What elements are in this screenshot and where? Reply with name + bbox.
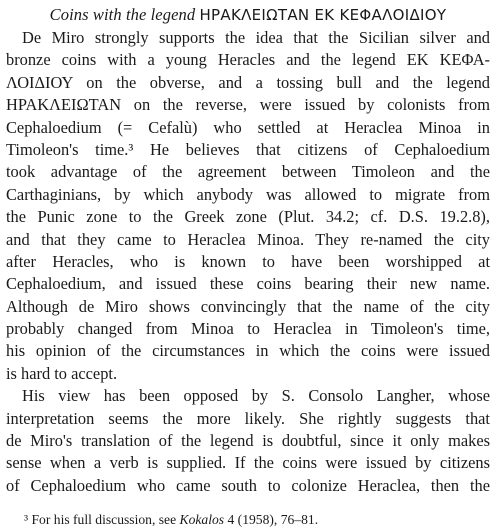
paragraph-1: [6, 27, 490, 385]
footnote-text-after: 4 (1958), 76–81.: [227, 512, 319, 528]
text-line: ΛΟΙΔΙΟΥ on the obverse, and a tossing bull and the legend: [6, 72, 490, 92]
text-line: is hard to accept.: [6, 363, 118, 383]
text-line: took advantage of the agreement between Timoleon and the: [6, 162, 490, 182]
heading-italic: Coins with the legend: [49, 5, 196, 24]
text-line: his opinion of the circumstances in which the coins were issued: [6, 341, 490, 361]
text-line: of Cephaloedium who came south to colonize Heraclea, then the: [6, 475, 490, 495]
document-page: [6, 4, 490, 529]
text-line: His view has been opposed by S. Consolo Langher, whose: [22, 386, 490, 406]
section-heading: [6, 4, 490, 26]
text-line: interpretation seems the more likely. She rightly suggests that: [6, 408, 490, 428]
text-line: Although de Miro shows convincingly that the name of the city: [6, 296, 490, 316]
footnote-marker: ³: [24, 512, 29, 528]
footnote-journal: Kokalos: [179, 512, 225, 528]
text-line: Carthaginians, by which anybody was allowed to migrate from: [6, 184, 490, 204]
text-line: Cephaloedium, and issued these coins bearing their new name.: [6, 274, 490, 294]
footnote: [6, 511, 490, 529]
text-line: probably changed from Minoa to Heraclea in Timoleon's time,: [6, 319, 490, 339]
text-line: the Punic zone to the Greek zone (Plut. 34.2; cf. D.S. 19.2.8),: [6, 207, 490, 227]
text-line: and that they came to Heraclea Minoa. They re-named the city: [6, 229, 490, 249]
footnote-text-before: For his full discussion, see: [31, 512, 177, 528]
text-line: Cephaloedium (= Cefalù) who settled at Heraclea Minoa in: [6, 117, 490, 137]
paragraph-2: [6, 385, 490, 497]
text-line: de Miro's translation of the legend is doubtful, since it only makes: [6, 431, 490, 451]
heading-greek-legend: ΗΡΑΚΛΕΙΩΤΑΝ ΕΚ ΚΕΦΑΛΟΙΔΙΟΥ: [199, 6, 447, 24]
text-line: bronze coins with a young Heracles and the legend ΕΚ ΚΕΦΑ-: [6, 50, 490, 70]
text-line: ΗΡΑΚΛΕΙΩΤΑΝ on the reverse, were issued by colonists from: [6, 95, 490, 115]
text-line: after Heracles, who is known to have been worshipped at: [6, 251, 490, 271]
text-line: De Miro strongly supports the idea that the Sicilian silver and: [22, 28, 490, 47]
text-line: Timoleon's time.³ He believes that citizens of Cephaloedium: [6, 139, 490, 159]
text-line: sense when a verb is supplied. If the coins were issued by citizens: [6, 453, 490, 473]
